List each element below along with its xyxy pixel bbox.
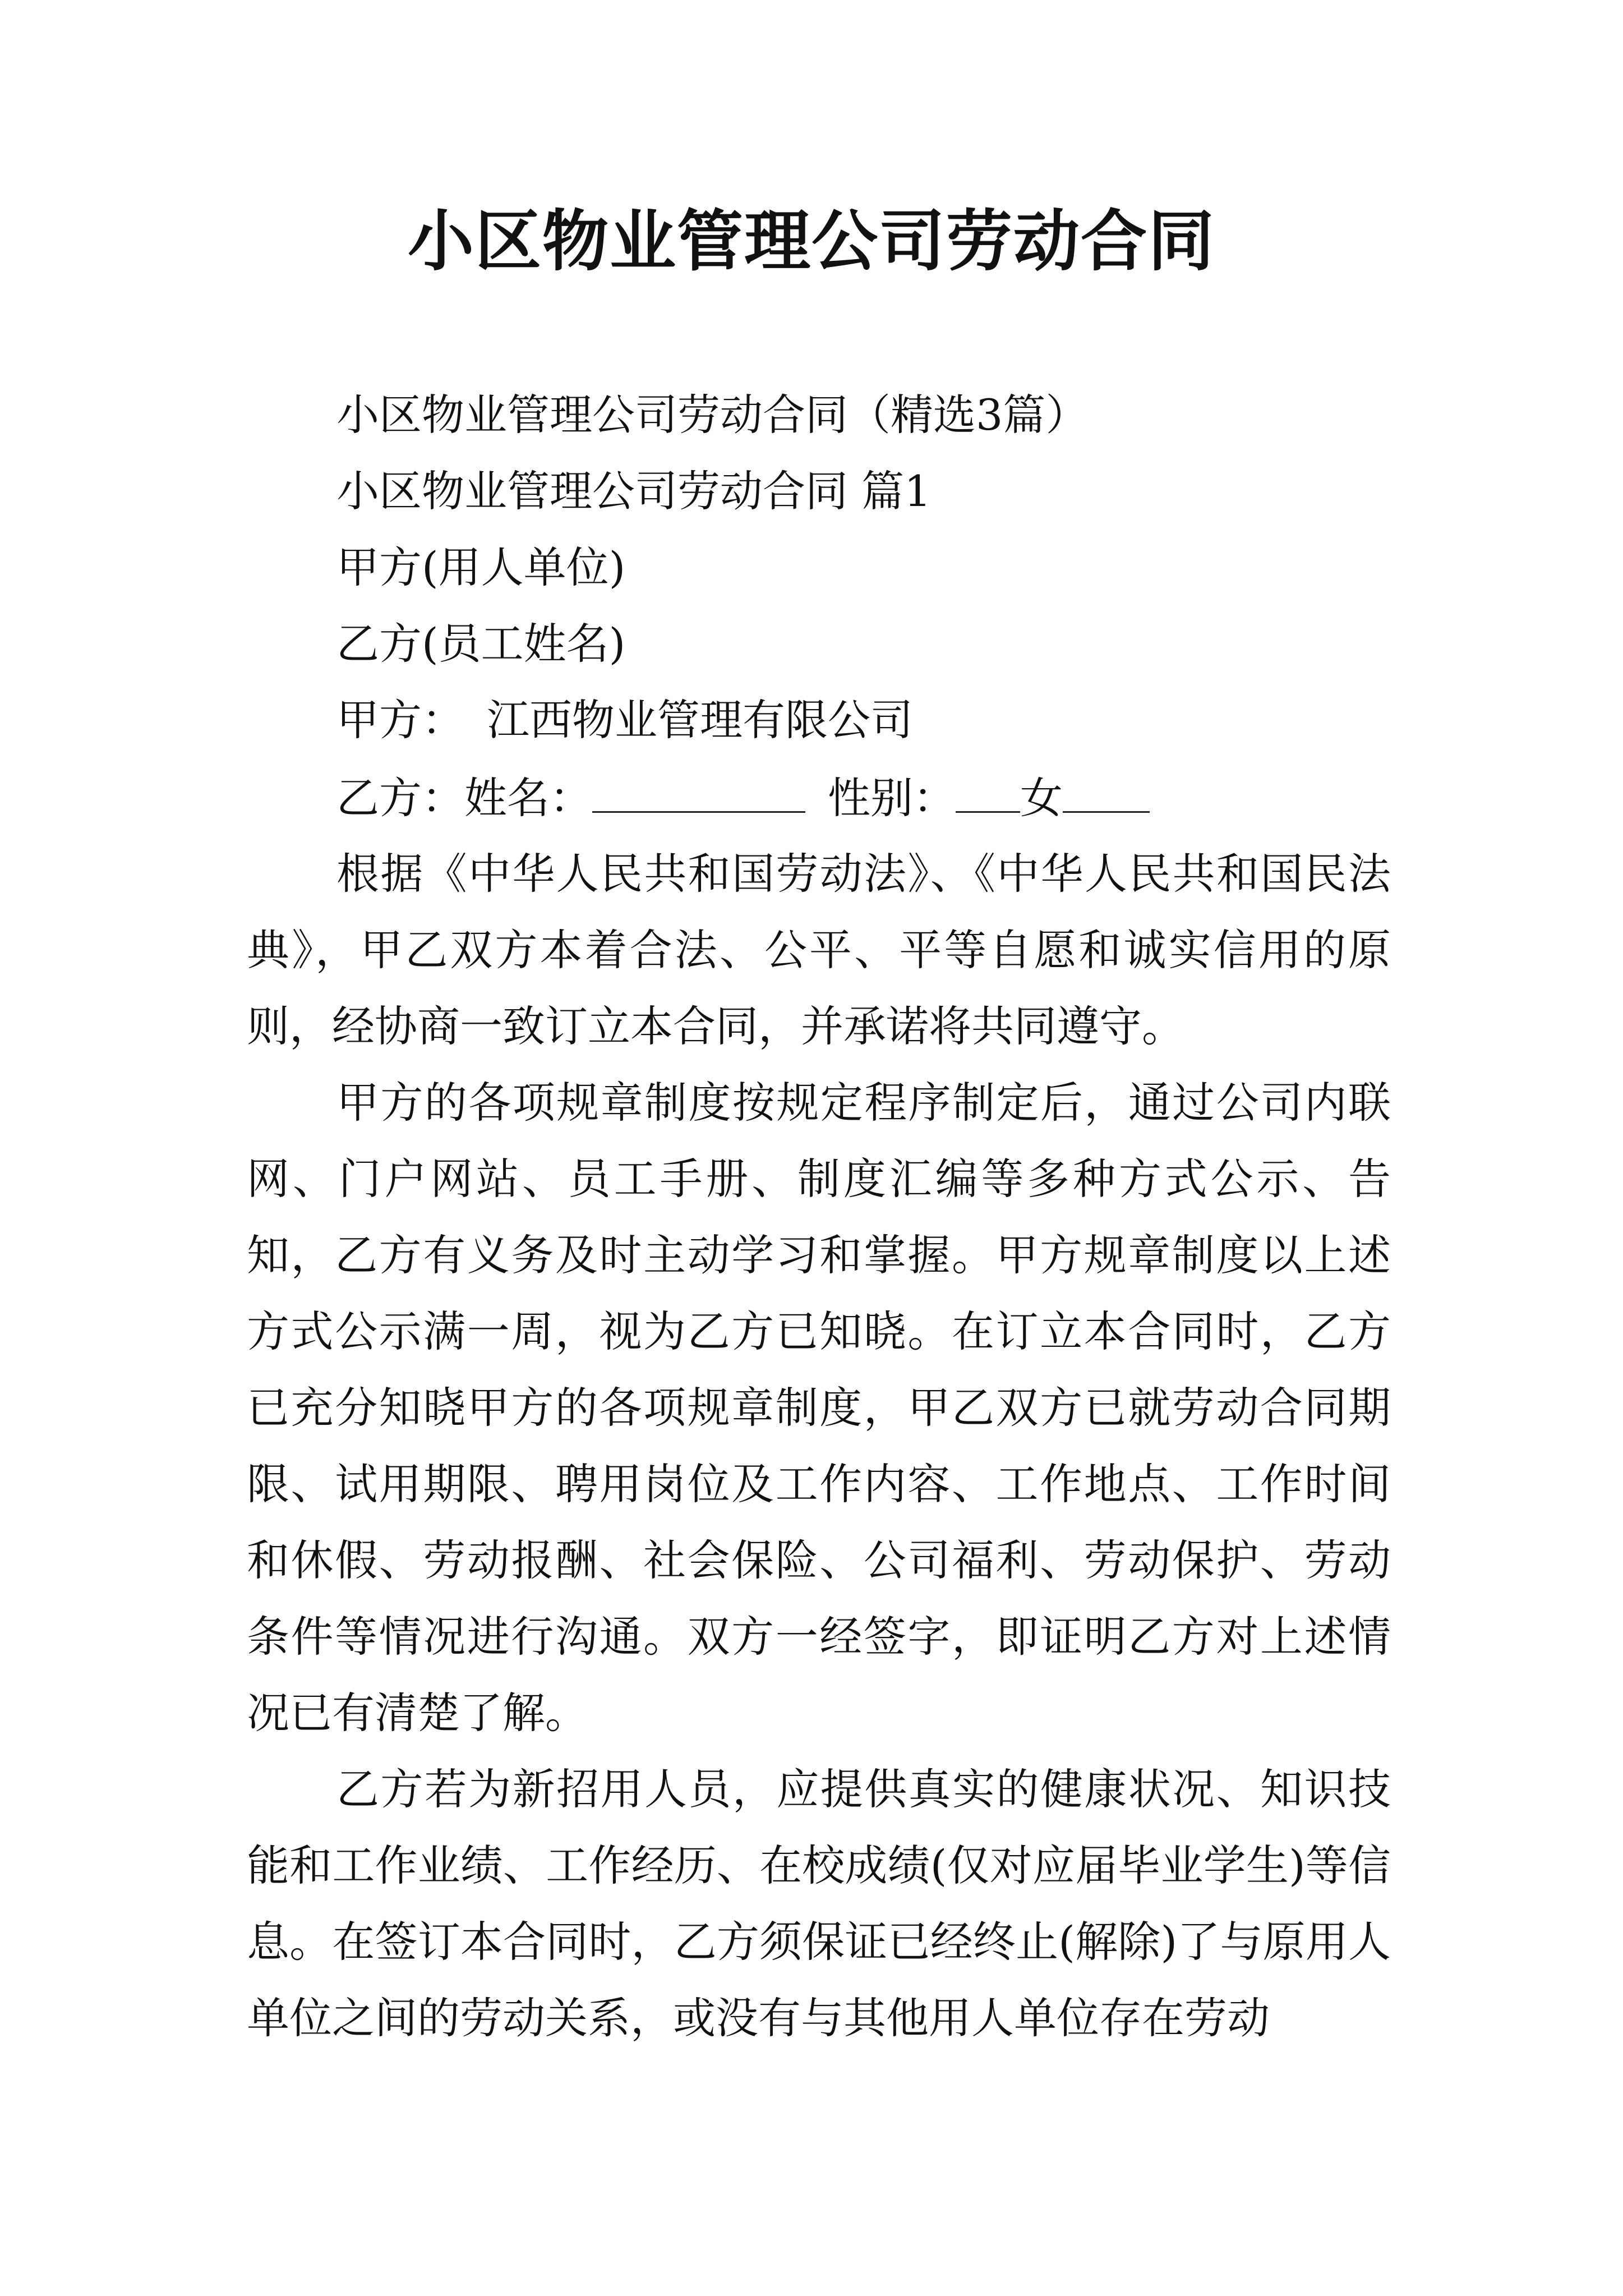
paragraph-legal-basis: 根据《中华人民共和国劳动法》、《中华人民共和国民法典》，甲乙双方本着合法、公平、平等自愿和诚实信用的原则，经协商一致订立本合同，并承诺将共同遵守。 [247, 849, 1391, 1051]
party-a-prefix: 甲方： [336, 695, 464, 745]
paragraph-new-hire: 乙方若为新招用人员，应提供真实的健康状况、知识技能和工作业绩、工作经历、在校成绩(仅对应届毕业学生)等信息。在签订本合同时，乙方须保证已经终止(解除)了与原用人单位之间的劳动关系，或没有与其他用人单位存在劳动 [247, 1764, 1391, 2043]
gender-label: 性别： [828, 773, 956, 823]
party-b-label: 乙方(员工姓名) [336, 619, 626, 669]
section-heading: 小区物业管理公司劳动合同 篇1 [336, 466, 932, 516]
document-subtitle: 小区物业管理公司劳动合同（精选3篇） [336, 390, 1089, 440]
party-a-label: 甲方(用人单位) [336, 542, 626, 592]
gender-value: 女 [1020, 773, 1063, 823]
document-title: 小区物业管理公司劳动合同 [407, 202, 1215, 280]
party-b-line [336, 769, 1150, 826]
gender-blank-before [956, 769, 1020, 813]
gender-blank-after [1063, 769, 1150, 813]
paragraph-rules: 甲方的各项规章制度按规定程序制定后，通过公司内联网、门户网站、员工手册、制度汇编等多种方式公示、告知，乙方有义务及时主动学习和掌握。甲方规章制度以上述方式公示满一周，视为乙方已知晓。在订立本合同时，乙方已充分知晓甲方的各项规章制度，甲乙双方已就劳动合同期限、试用期限、聘用岗位及工作内容、工作地点、工作时间和休假、劳动报酬、社会保险、公司福利、劳动保护、劳动条件等情况进行沟通。双方一经签字，即证明乙方对上述情况已有清楚了解。 [247, 1078, 1391, 1738]
party-a-company-name: 江西物业管理有限公司 [487, 695, 913, 745]
name-blank [592, 769, 805, 813]
party-b-prefix: 乙方：姓名： [336, 773, 592, 823]
party-a-line [336, 692, 913, 748]
